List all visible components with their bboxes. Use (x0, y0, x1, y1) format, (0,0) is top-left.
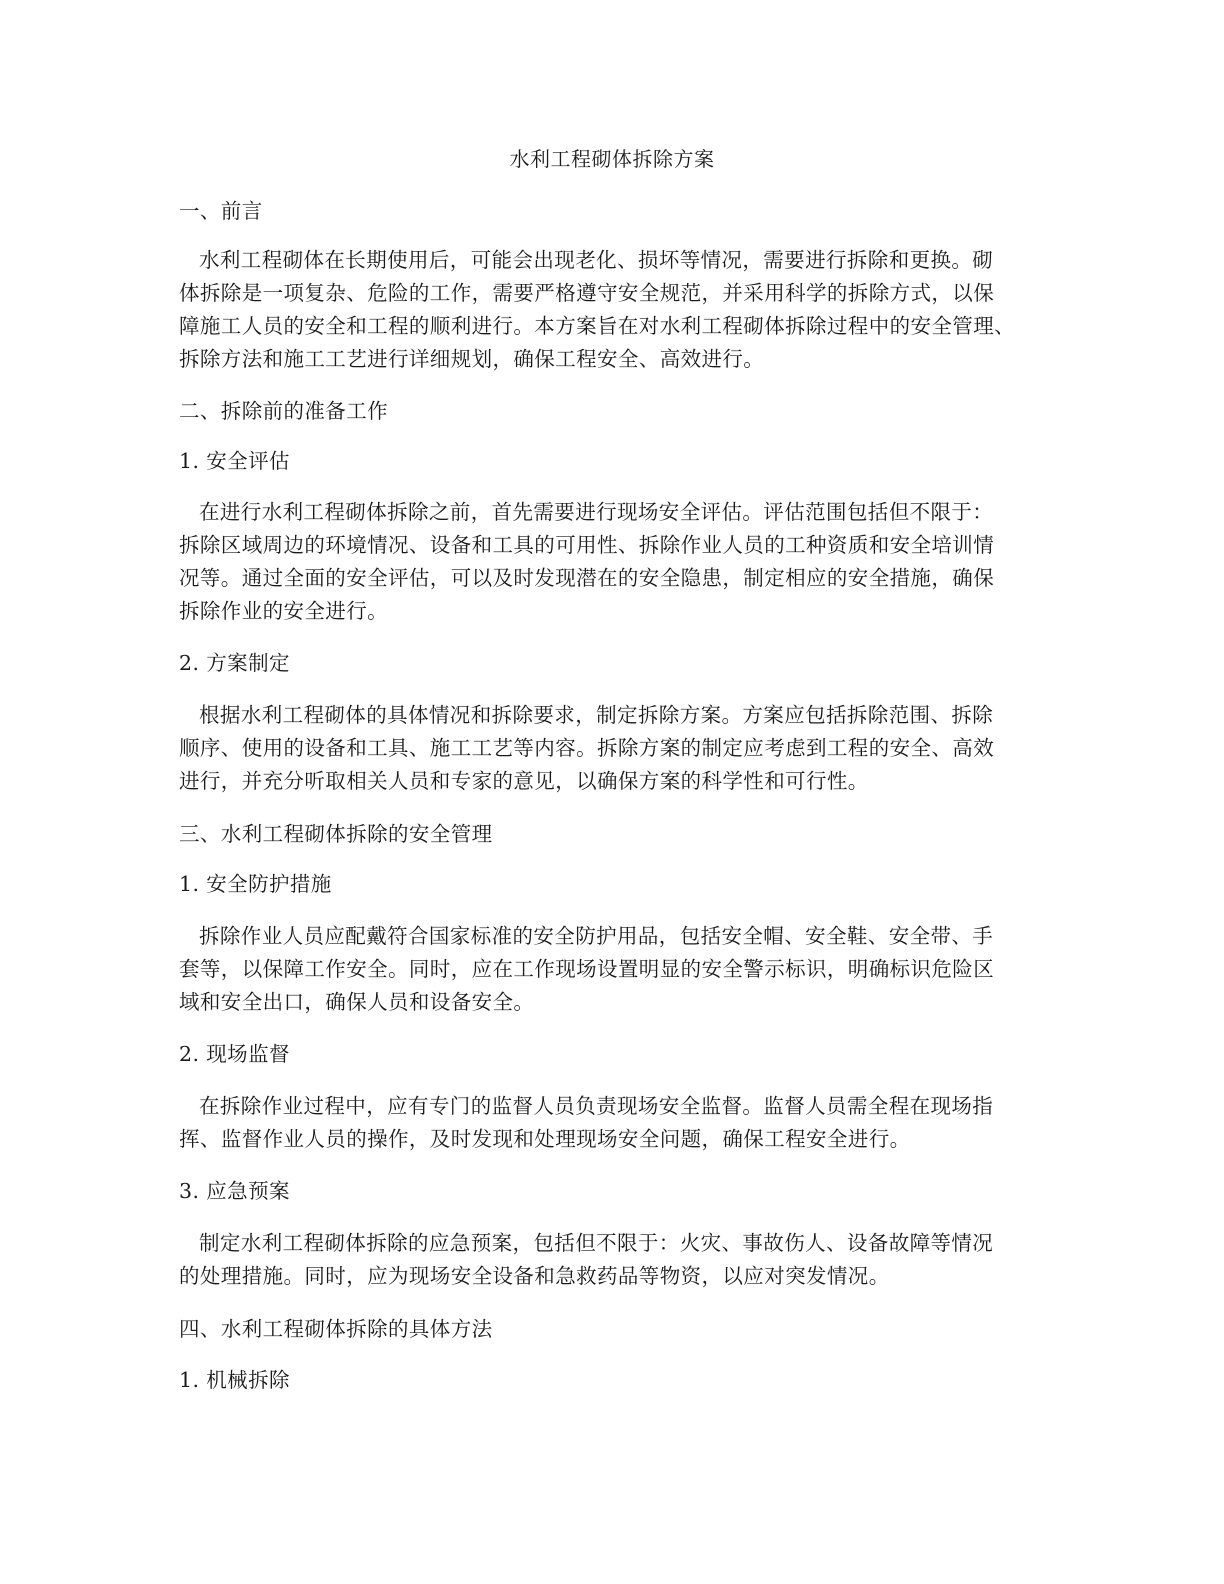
paragraph-line: 根据水利工程砌体的具体情况和拆除要求，制定拆除方案。方案应包括拆除范围、拆除 (199, 703, 994, 727)
subsection-heading-plan-formulation: 2. 方案制定 (179, 651, 290, 675)
subsection-heading-emergency-plan: 3. 应急预案 (179, 1179, 290, 1203)
paragraph-line: 障施工人员的安全和工程的顺利进行。本方案旨在对水利工程砌体拆除过程中的安全管理、 (179, 314, 1015, 338)
section-heading-specific-methods: 四、水利工程砌体拆除的具体方法 (179, 1317, 493, 1341)
section-heading-preface: 一、前言 (179, 199, 263, 223)
subsection-heading-site-supervision: 2. 现场监督 (179, 1042, 290, 1066)
paragraph-line: 在进行水利工程砌体拆除之前，首先需要进行现场安全评估。评估范围包括但不限于： (199, 500, 994, 524)
paragraph-line: 况等。通过全面的安全评估，可以及时发现潜在的安全隐患，制定相应的安全措施，确保 (179, 566, 995, 590)
paragraph-line: 拆除作业人员应配戴符合国家标准的安全防护用品，包括安全帽、安全鞋、安全带、手 (199, 924, 994, 948)
paragraph-line: 套等，以保障工作安全。同时，应在工作现场设置明显的安全警示标识，明确标识危险区 (179, 957, 995, 981)
section-heading-preparation: 二、拆除前的准备工作 (179, 399, 388, 423)
subsection-heading-protection-measures: 1. 安全防护措施 (179, 872, 332, 896)
paragraph-line: 体拆除是一项复杂、危险的工作，需要严格遵守安全规范，并采用科学的拆除方式，以保 (179, 281, 995, 305)
paragraph-line: 进行，并充分听取相关人员和专家的意见，以确保方案的科学性和可行性。 (179, 769, 869, 793)
subsection-heading-mechanical-demolition: 1. 机械拆除 (179, 1368, 290, 1392)
paragraph-line: 顺序、使用的设备和工具、施工工艺等内容。拆除方案的制定应考虑到工程的安全、高效 (179, 736, 995, 760)
paragraph-line: 域和安全出口，确保人员和设备安全。 (179, 990, 535, 1014)
paragraph-line: 制定水利工程砌体拆除的应急预案，包括但不限于：火灾、事故伤人、设备故障等情况 (199, 1231, 994, 1255)
paragraph-line: 水利工程砌体在长期使用后，可能会出现老化、损坏等情况，需要进行拆除和更换。砌 (199, 248, 994, 272)
paragraph-line: 在拆除作业过程中，应有专门的监督人员负责现场安全监督。监督人员需全程在现场指 (199, 1094, 994, 1118)
paragraph-line: 拆除作业的安全进行。 (179, 599, 388, 623)
subsection-heading-safety-assessment: 1. 安全评估 (179, 449, 290, 473)
paragraph-line: 的处理措施。同时，应为现场安全设备和急救药品等物资，以应对突发情况。 (179, 1264, 890, 1288)
paragraph-line: 拆除方法和施工工艺进行详细规划，确保工程安全、高效进行。 (179, 347, 765, 371)
paragraph-line: 拆除区域周边的环境情况、设备和工具的可用性、拆除作业人员的工种资质和安全培训情 (179, 533, 995, 557)
document-title: 水利工程砌体拆除方案 (509, 147, 715, 171)
section-heading-safety-management: 三、水利工程砌体拆除的安全管理 (179, 822, 493, 846)
paragraph-line: 挥、监督作业人员的操作，及时发现和处理现场安全问题，确保工程安全进行。 (179, 1127, 911, 1151)
